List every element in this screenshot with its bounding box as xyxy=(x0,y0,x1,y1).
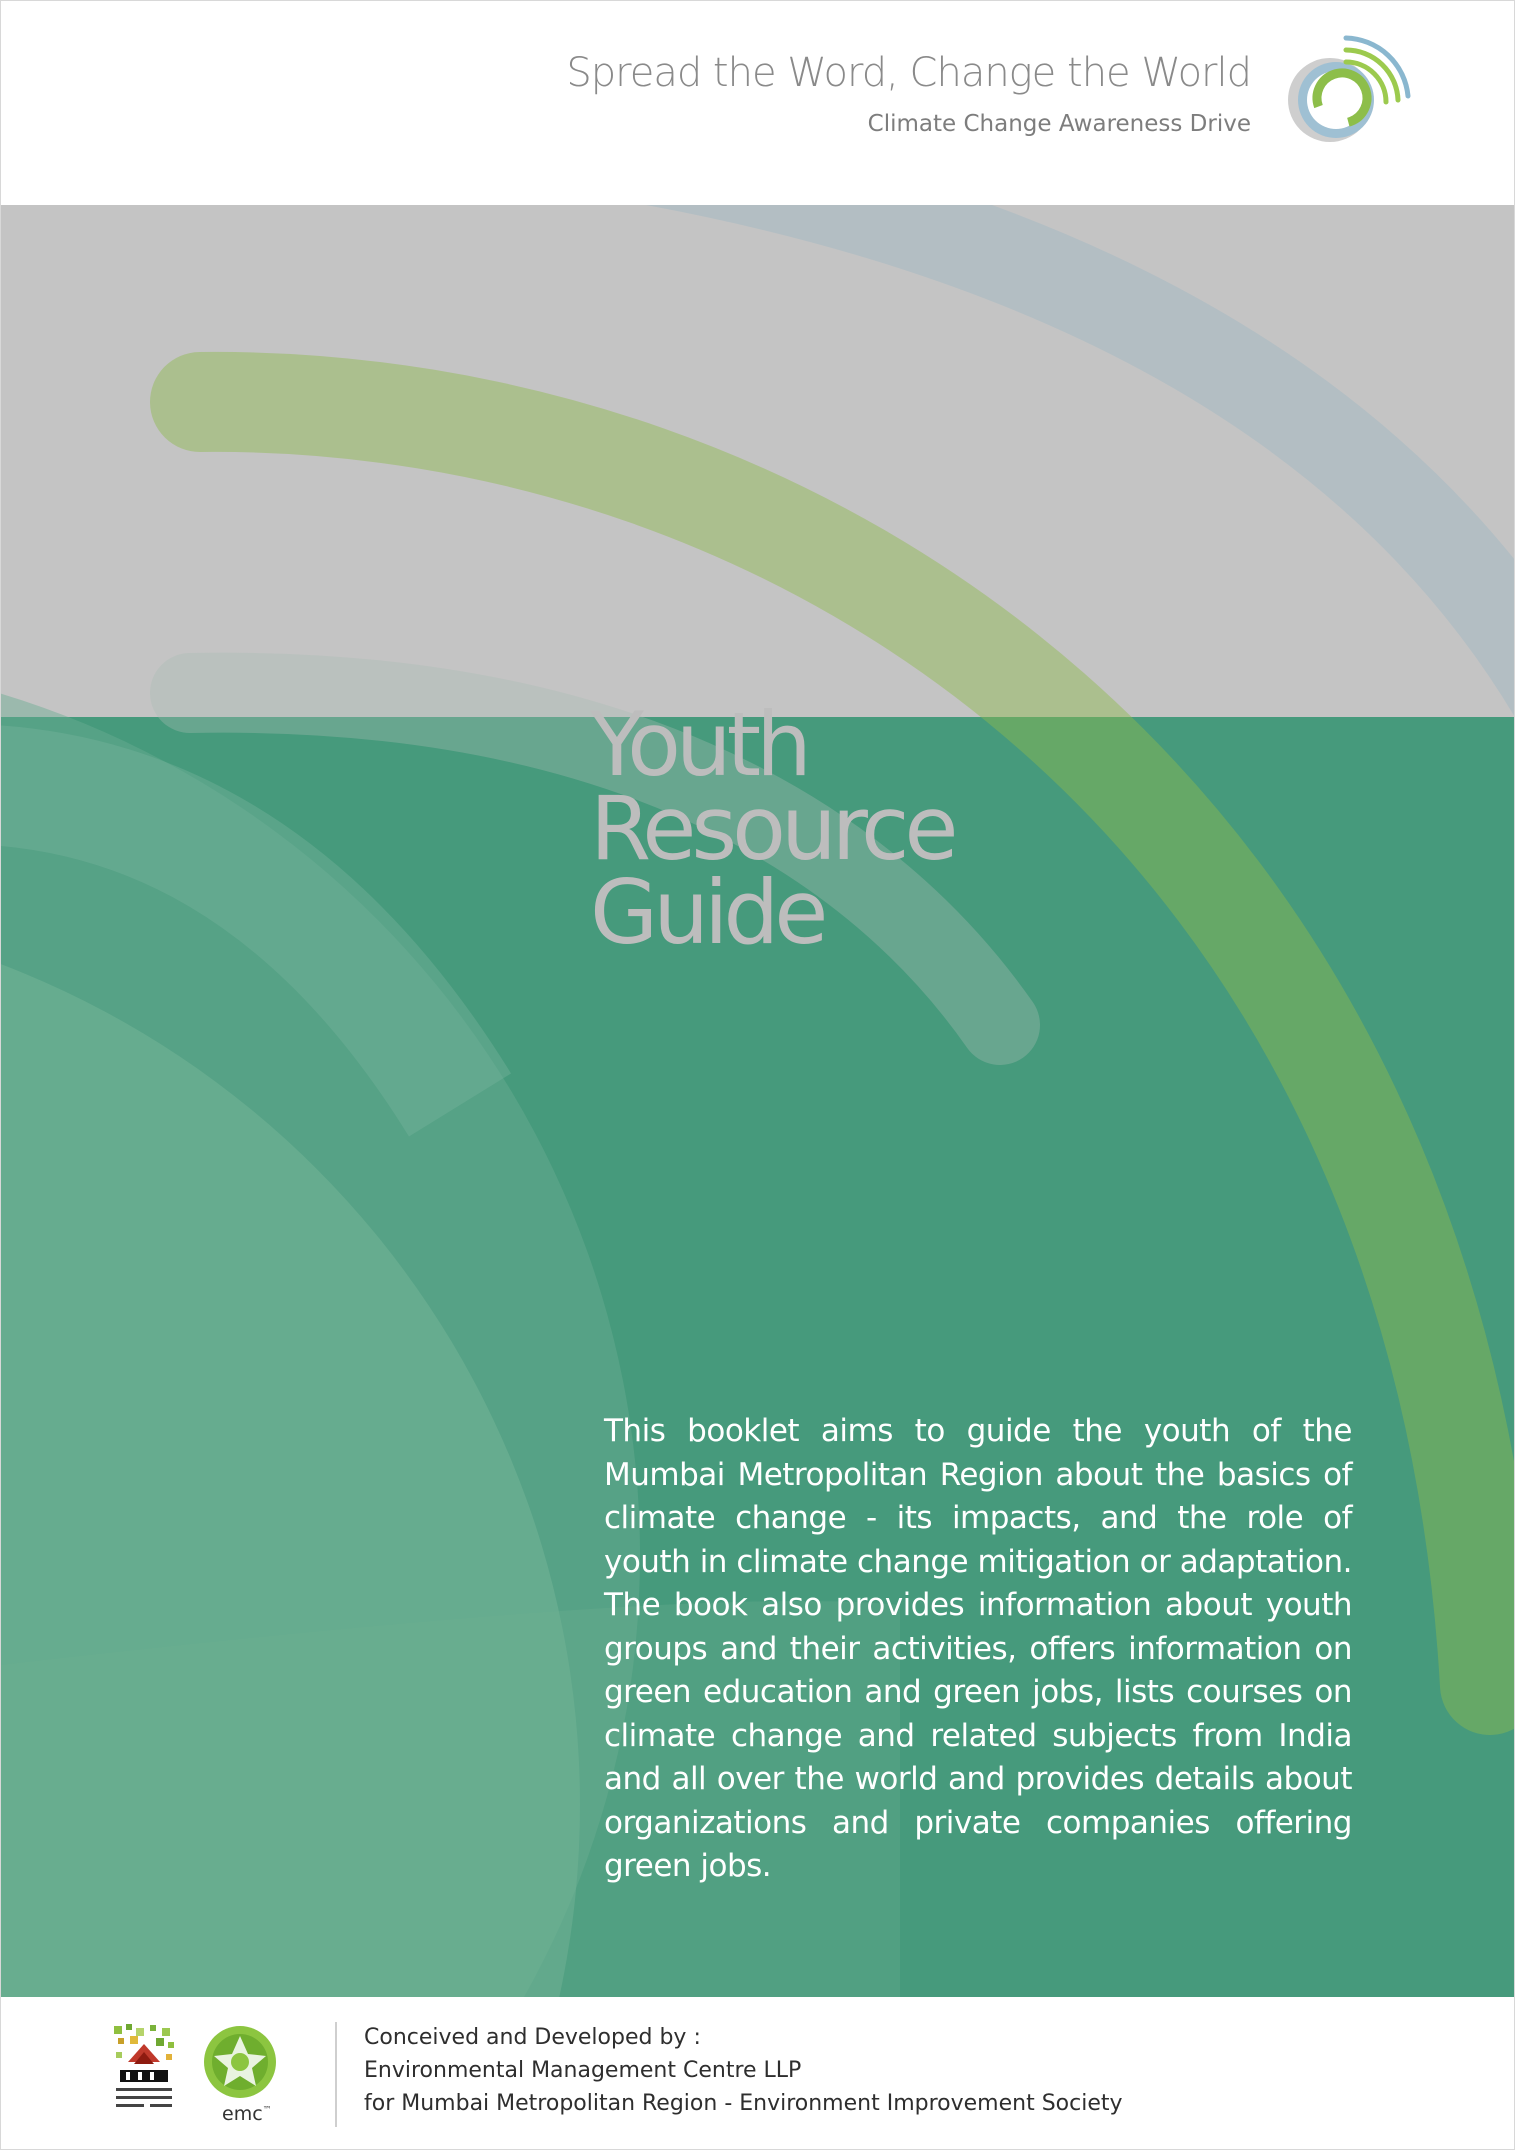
credit-line-1: Conceived and Developed by : xyxy=(364,2025,701,2050)
page-title xyxy=(590,693,954,964)
emc-trademark: ™ xyxy=(262,2105,272,2116)
header-tagline: Spread the Word, Change the World xyxy=(566,50,1251,96)
footer-credits xyxy=(364,2021,1123,2120)
mmr-eis-logo-icon xyxy=(110,2022,178,2118)
description-paragraph: This booklet aims to guide the youth of the Mumbai Metropolitan Region about the basics of climate change - its impacts, and the role of youth in climate change mitigation or adaptation. The book also provides information about youth groups and their activities, offers information on green education and green jobs, lists courses on climate change and related subjects from India and all over the world and provides details about organizations and private companies offering green jobs. xyxy=(604,1413,1352,1884)
credit-line-3: for Mumbai Metropolitan Region - Environment Improvement Society xyxy=(364,2091,1123,2116)
title-line-guide: Guide xyxy=(590,861,824,964)
footer-divider xyxy=(335,2022,337,2127)
title-line-youth: Youth xyxy=(590,693,807,796)
title-line-resource: Resource xyxy=(590,777,954,880)
emc-label-text: emc xyxy=(222,2103,263,2125)
header xyxy=(0,0,1515,205)
header-subtitle: Climate Change Awareness Drive xyxy=(867,111,1251,137)
credit-line-2: Environmental Management Centre LLP xyxy=(364,2058,802,2083)
emc-logo-label xyxy=(222,2103,272,2125)
cover-graphic xyxy=(0,205,1515,1997)
concentric-arcs-logo-icon xyxy=(1278,26,1414,148)
footer xyxy=(0,1997,1515,2150)
